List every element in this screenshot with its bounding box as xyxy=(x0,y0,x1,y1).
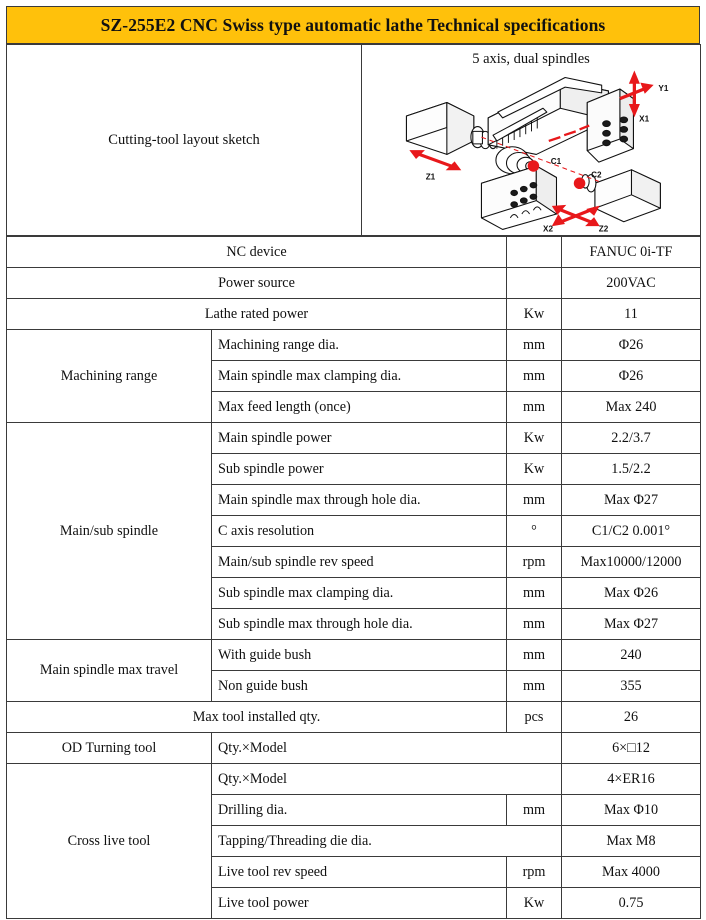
specifications-table xyxy=(6,236,701,919)
row-value: Max10000/12000 xyxy=(562,547,701,578)
row-unit: Kw xyxy=(507,299,562,330)
row-label: Max tool installed qty. xyxy=(7,702,507,733)
row-label: Lathe rated power xyxy=(7,299,507,330)
row-value: Φ26 xyxy=(562,361,701,392)
group-label-machining-range: Machining range xyxy=(7,330,212,423)
row-desc: Machining range dia. xyxy=(212,330,507,361)
table-row xyxy=(7,330,701,361)
axis-label-z1: Z1 xyxy=(425,172,436,182)
row-value: 1.5/2.2 xyxy=(562,454,701,485)
cnc-lathe-isometric-diagram xyxy=(368,45,694,235)
row-unit: mm xyxy=(507,392,562,423)
row-label: Power source xyxy=(7,268,507,299)
group-label-main-sub-spindle: Main/sub spindle xyxy=(7,423,212,640)
row-desc: Live tool power xyxy=(212,888,507,919)
row-desc: Tapping/Threading die dia. xyxy=(212,826,562,857)
row-unit: mm xyxy=(507,330,562,361)
row-desc: Sub spindle max through hole dia. xyxy=(212,609,507,640)
table-row xyxy=(7,733,701,764)
table-row xyxy=(7,423,701,454)
row-desc: Live tool rev speed xyxy=(212,857,507,888)
row-desc: Main spindle max through hole dia. xyxy=(212,485,507,516)
row-desc: Max feed length (once) xyxy=(212,392,507,423)
row-unit: mm xyxy=(507,609,562,640)
specification-sheet xyxy=(0,6,706,920)
row-desc: Sub spindle max clamping dia. xyxy=(212,578,507,609)
row-value: 240 xyxy=(562,640,701,671)
row-unit: mm xyxy=(507,485,562,516)
specifications-body xyxy=(7,237,701,919)
sketch-row xyxy=(7,45,701,236)
row-desc: Main spindle power xyxy=(212,423,507,454)
row-unit: pcs xyxy=(507,702,562,733)
row-value: Max 4000 xyxy=(562,857,701,888)
row-value: 4×ER16 xyxy=(562,764,701,795)
group-label-cross-live-tool: Cross live tool xyxy=(7,764,212,919)
diagram-cell xyxy=(362,45,701,236)
table-row xyxy=(7,702,701,733)
row-unit: Kw xyxy=(507,454,562,485)
axis-label-x2: X2 xyxy=(543,224,554,234)
page-title: SZ-255E2 CNC Swiss type automatic lathe Technical specifications xyxy=(100,14,606,35)
table-row xyxy=(7,299,701,330)
row-unit: rpm xyxy=(507,857,562,888)
row-value: Max Φ27 xyxy=(562,485,701,516)
row-desc: Non guide bush xyxy=(212,671,507,702)
row-desc: C axis resolution xyxy=(212,516,507,547)
row-value: Max Φ26 xyxy=(562,578,701,609)
row-value: 0.75 xyxy=(562,888,701,919)
row-desc: Main/sub spindle rev speed xyxy=(212,547,507,578)
axis-label-y1: Y1 xyxy=(658,83,669,93)
row-value: 200VAC xyxy=(562,268,701,299)
row-desc: With guide bush xyxy=(212,640,507,671)
row-unit: Kw xyxy=(507,423,562,454)
sketch-label-cell xyxy=(7,45,362,236)
row-label: NC device xyxy=(7,237,507,268)
row-desc: Sub spindle power xyxy=(212,454,507,485)
row-unit: Kw xyxy=(507,888,562,919)
row-value: Max Φ27 xyxy=(562,609,701,640)
row-unit xyxy=(507,237,562,268)
row-unit: mm xyxy=(507,640,562,671)
table-row xyxy=(7,640,701,671)
sketch-label: Cutting-tool layout sketch xyxy=(108,131,260,148)
table-row xyxy=(7,764,701,795)
row-unit: rpm xyxy=(507,547,562,578)
row-unit: mm xyxy=(507,671,562,702)
row-unit: mm xyxy=(507,361,562,392)
table-row xyxy=(7,268,701,299)
row-desc: Qty.×Model xyxy=(212,764,562,795)
row-value: 355 xyxy=(562,671,701,702)
row-desc: Drilling dia. xyxy=(212,795,507,826)
row-desc: Main spindle max clamping dia. xyxy=(212,361,507,392)
axis-label-c2: C2 xyxy=(591,170,602,180)
row-value: FANUC 0i-TF xyxy=(562,237,701,268)
row-value: Max 240 xyxy=(562,392,701,423)
row-desc: Qty.×Model xyxy=(212,733,562,764)
row-value: Max M8 xyxy=(562,826,701,857)
row-unit: mm xyxy=(507,795,562,826)
table-row xyxy=(7,237,701,268)
row-value: 2.2/3.7 xyxy=(562,423,701,454)
row-unit: ° xyxy=(507,516,562,547)
sketch-table xyxy=(6,44,701,236)
row-value: Max Φ10 xyxy=(562,795,701,826)
axis-label-x1: X1 xyxy=(639,114,650,124)
group-label-od-turning-tool: OD Turning tool xyxy=(7,733,212,764)
diagram-caption: 5 axis, dual spindles xyxy=(472,51,590,67)
row-value: 26 xyxy=(562,702,701,733)
group-label-main-spindle-max-travel: Main spindle max travel xyxy=(7,640,212,702)
row-value: Φ26 xyxy=(562,330,701,361)
page-title-bar xyxy=(6,6,700,44)
axis-label-z2: Z2 xyxy=(598,224,609,234)
row-value: 11 xyxy=(562,299,701,330)
row-value: 6×□12 xyxy=(562,733,701,764)
row-value: C1/C2 0.001° xyxy=(562,516,701,547)
axis-label-c1: C1 xyxy=(550,157,562,167)
row-unit: mm xyxy=(507,578,562,609)
row-unit xyxy=(507,268,562,299)
